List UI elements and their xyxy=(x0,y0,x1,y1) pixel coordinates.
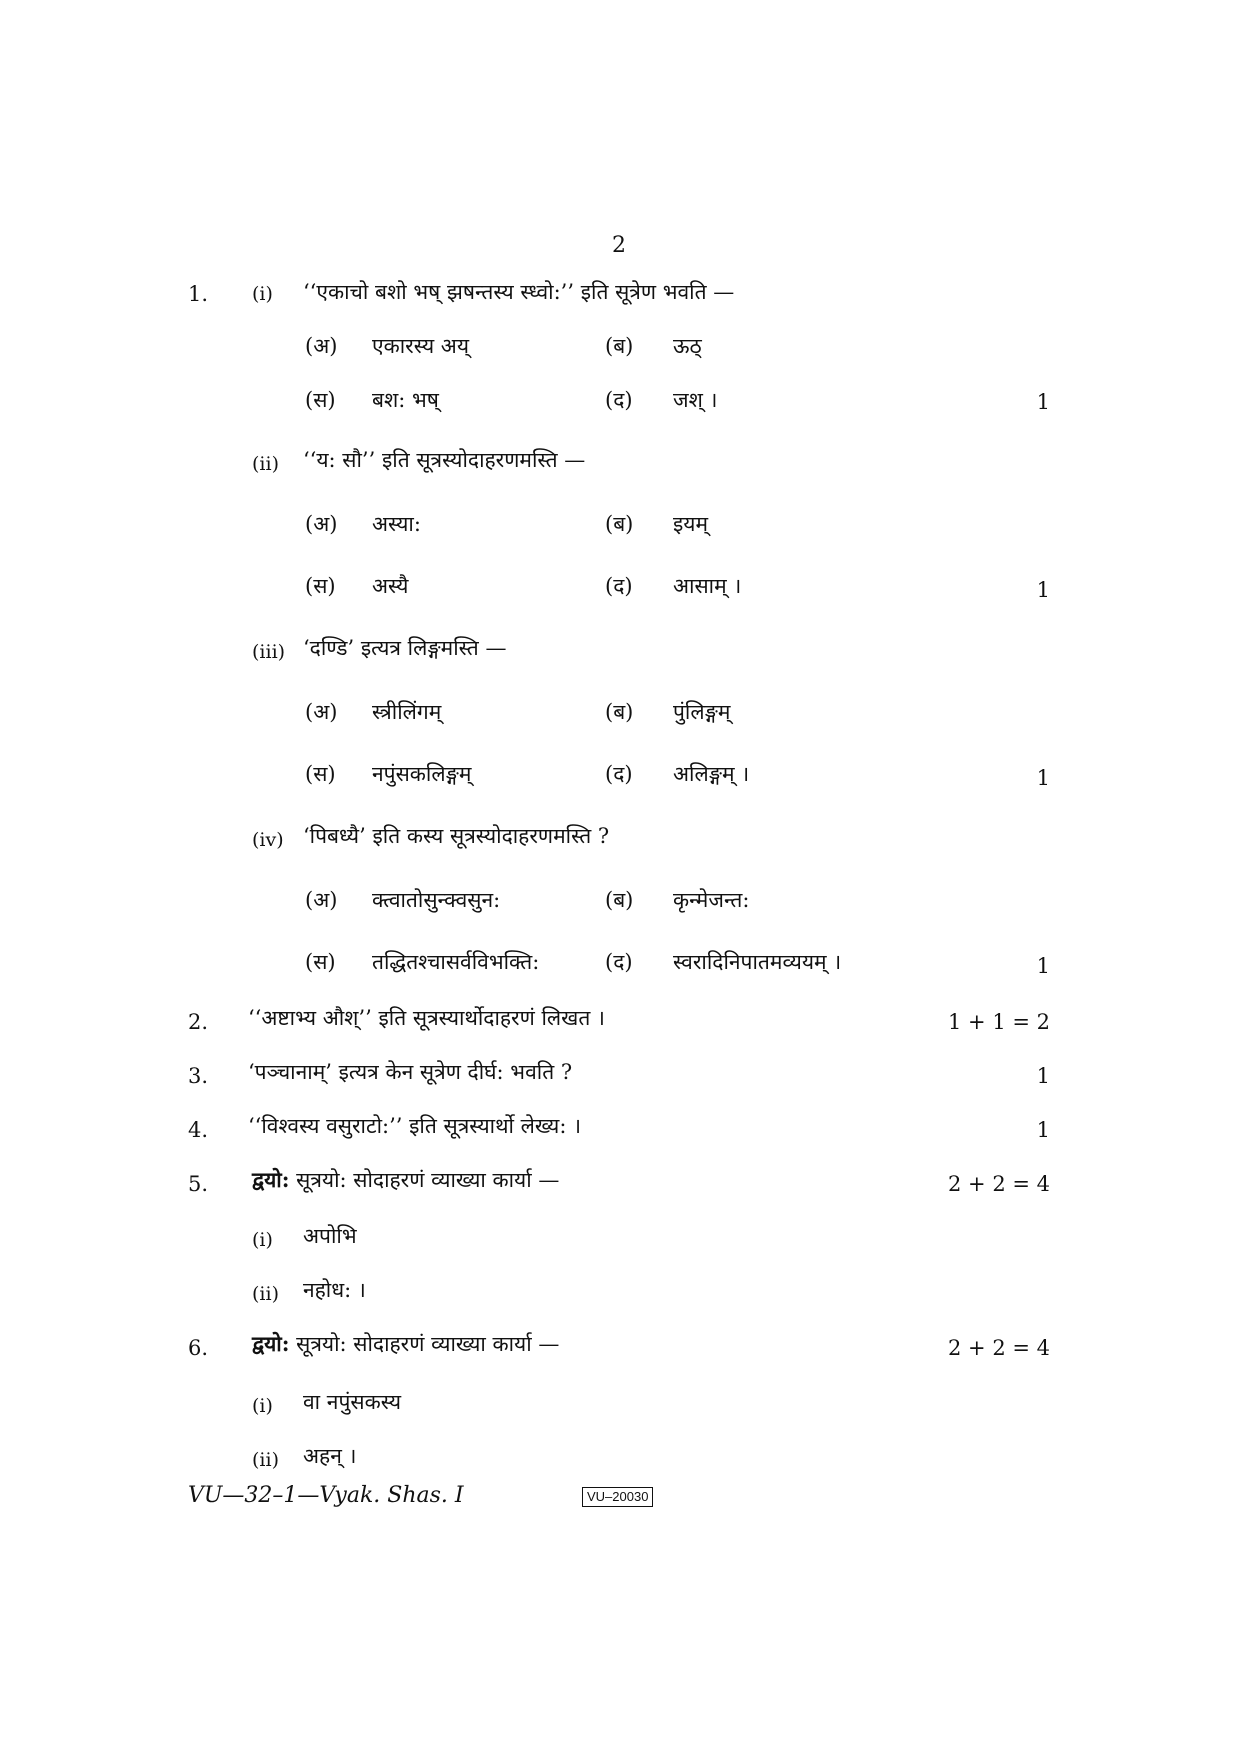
question-2-text: ‘‘अष्टाभ्य औश्’’ इति सूत्रस्यार्थोदाहरणं लिखत । xyxy=(248,1006,605,1030)
question-2-marks: 1 + 1 = 2 xyxy=(948,1010,1050,1034)
question-6-bold: द्वयो: xyxy=(252,1331,290,1356)
q1-iv-option-a-key: (अ) xyxy=(305,888,338,912)
question-3-marks: 1 xyxy=(1036,1064,1050,1088)
q1-part-ii-label: (ii) xyxy=(252,453,279,475)
q1-part-i-question: ‘‘एकाचो बशो भष् झषन्तस्य स्ध्वो:’’ इति सूत्रेण भवति — xyxy=(303,280,735,304)
q6-item-i-text: वा नपुंसकस्य xyxy=(303,1390,402,1414)
footer-paper-code: VU—32–1—Vyak. Shas. I xyxy=(188,1483,464,1508)
q1-ii-option-b-key: (ब) xyxy=(605,512,634,536)
q1-i-option-c-key: (स) xyxy=(305,388,336,412)
question-4-text: ‘‘विश्वस्य वसुराटो:’’ इति सूत्रस्यार्थो लेख्य: । xyxy=(248,1114,582,1138)
q1-iv-option-c-key: (स) xyxy=(305,950,336,974)
q1-i-option-b-text: ऊठ् xyxy=(673,334,702,358)
q1-i-option-a-text: एकारस्य अय् xyxy=(372,334,470,358)
q1-i-option-a-key: (अ) xyxy=(305,334,338,358)
q1-i-option-d-text: जश् । xyxy=(673,388,718,412)
page-number: 2 xyxy=(612,233,626,258)
q1-iii-option-c-key: (स) xyxy=(305,762,336,786)
q1-i-option-c-text: बश: भष् xyxy=(372,388,439,412)
q6-item-ii-label: (ii) xyxy=(252,1449,279,1471)
question-6-number: 6. xyxy=(188,1336,209,1360)
question-5-marks: 2 + 2 = 4 xyxy=(948,1172,1050,1196)
q1-iii-option-a-text: स्त्रीलिंगम् xyxy=(372,700,442,724)
q1-i-option-d-key: (द) xyxy=(605,388,633,412)
question-4-number: 4. xyxy=(188,1118,209,1142)
q1-iv-marks: 1 xyxy=(1036,954,1050,978)
footer-booklet-code: VU–20030 xyxy=(582,1487,653,1507)
q1-iii-option-c-text: नपुंसकलिङ्गम् xyxy=(372,762,472,786)
question-4-marks: 1 xyxy=(1036,1118,1050,1142)
q5-item-i-text: अपोभि xyxy=(303,1224,357,1248)
question-6-instruction: सूत्रयो: सोदाहरणं व्याख्या कार्या — xyxy=(289,1332,560,1356)
q1-part-iv-label: (iv) xyxy=(252,829,284,851)
q1-ii-marks: 1 xyxy=(1036,578,1050,602)
q1-ii-option-d-text: आसाम् । xyxy=(673,574,742,598)
q6-item-i-label: (i) xyxy=(252,1395,273,1417)
question-5-number: 5. xyxy=(188,1172,209,1196)
question-5-text xyxy=(252,1166,559,1194)
question-2-number: 2. xyxy=(188,1010,209,1034)
question-3-text: ‘पञ्चानाम्’ इत्यत्र केन सूत्रेण दीर्घ: भवति ? xyxy=(248,1060,573,1084)
q5-item-i-label: (i) xyxy=(252,1229,273,1251)
q1-iii-option-d-key: (द) xyxy=(605,762,633,786)
q1-iv-option-d-text: स्वरादिनिपातमव्ययम् । xyxy=(673,950,842,974)
q1-iii-option-a-key: (अ) xyxy=(305,700,338,724)
q1-part-iii-question: ‘दण्डि’ इत्यत्र लिङ्गमस्ति — xyxy=(303,636,507,660)
q1-iii-marks: 1 xyxy=(1036,766,1050,790)
q1-ii-option-a-text: अस्या: xyxy=(372,512,421,536)
q1-iv-option-d-key: (द) xyxy=(605,950,633,974)
q1-ii-option-c-key: (स) xyxy=(305,574,336,598)
question-3-number: 3. xyxy=(188,1064,209,1088)
q1-part-iv-question: ‘पिबध्यै’ इति कस्य सूत्रस्योदाहरणमस्ति ? xyxy=(303,824,610,848)
q1-i-marks: 1 xyxy=(1036,390,1050,414)
q1-ii-option-d-key: (द) xyxy=(605,574,633,598)
q1-iv-option-b-key: (ब) xyxy=(605,888,634,912)
q6-item-ii-text: अहन् । xyxy=(303,1444,357,1468)
question-5-bold: द्वयो: xyxy=(252,1167,290,1192)
q1-iii-option-b-key: (ब) xyxy=(605,700,634,724)
q5-item-ii-label: (ii) xyxy=(252,1283,279,1305)
q1-iv-option-a-text: क्त्वातोसुन्क्वसुन: xyxy=(372,888,501,912)
q1-i-option-b-key: (ब) xyxy=(605,334,634,358)
q1-iii-option-b-text: पुंलिङ्गम् xyxy=(673,700,731,724)
q1-ii-option-b-text: इयम् xyxy=(673,512,709,536)
q1-ii-option-c-text: अस्यै xyxy=(372,574,409,598)
question-1-number: 1. xyxy=(188,282,209,306)
q1-ii-option-a-key: (अ) xyxy=(305,512,338,536)
q1-part-ii-question: ‘‘य: सौ’’ इति सूत्रस्योदाहरणमस्ति — xyxy=(303,448,586,472)
q1-part-iii-label: (iii) xyxy=(252,641,286,663)
question-5-instruction: सूत्रयो: सोदाहरणं व्याख्या कार्या — xyxy=(289,1168,560,1192)
q5-item-ii-text: नहोध: । xyxy=(303,1278,366,1302)
question-6-marks: 2 + 2 = 4 xyxy=(948,1336,1050,1360)
q1-iv-option-b-text: कृन्मेजन्त: xyxy=(673,888,750,912)
q1-part-i-label: (i) xyxy=(252,283,273,305)
question-6-text xyxy=(252,1330,559,1358)
q1-iii-option-d-text: अलिङ्गम् । xyxy=(673,762,750,786)
q1-iv-option-c-text: तद्धितश्चासर्वविभक्ति: xyxy=(372,950,540,974)
